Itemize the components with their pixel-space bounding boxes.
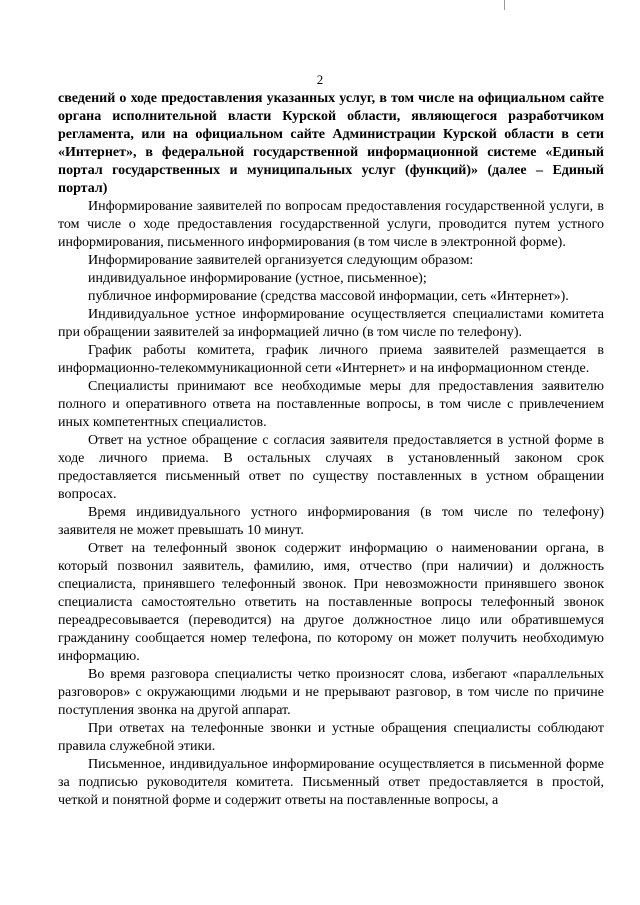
- paragraph: индивидуальное информирование (устное, письменное);: [88, 271, 427, 286]
- paragraph: Информирование заявителей организуется следующим образом:: [88, 253, 474, 268]
- paragraph: Время индивидуального устного информирования (в том числе по телефону) заявителя не может превышать 10 минут.: [58, 505, 604, 538]
- paragraph: Письменное, индивидуальное информирование осуществляется в письменной форме за подписью руководителя комитета. Письменный ответ предоставляется в простой, четкой и понятной форме и содержит ответы на поставленные вопросы, а: [58, 757, 604, 808]
- page-number: 2: [316, 72, 324, 87]
- paragraph: Ответ на телефонный звонок содержит информацию о наименовании органа, в который позвонил заявитель, фамилию, имя, отчество (при наличии) и должность специалиста, принявшего телефонный звонок. При невозможности принявшего звонок специалиста самостоятельно ответить на поставленные вопросы телефонный звонок переадресовывается (переводится) на другое должностное лицо или обратившемуся гражданину сообщается номер телефона, по которому он может получить необходимую информацию.: [58, 541, 604, 664]
- paragraph: сведений о ходе предоставления указанных услуг, в том числе на официальном сайте органа исполнительной власти Курской области, являющегося разработчиком регламента, или на официальном сайте Администрации Курской области в сети «Интернет», в федеральной государственной информационной системе «Единый портал государственных и муниципальных услуг (функций)» (далее – Единый портал): [58, 91, 604, 196]
- paragraph: Информирование заявителей по вопросам предоставления государственной услуги, в том числе о ходе предоставления государственной услуги, проводится путем устного информирования, письменного информирования (в том числе в электронной форме).: [58, 199, 604, 250]
- paragraph: При ответах на телефонные звонки и устные обращения специалисты соблюдают правила служебной этики.: [58, 721, 604, 754]
- paragraph: Во время разговора специалисты четко произносят слова, избегают «параллельных разговоров» с окружающими людьми и не прерывают разговор, в том числе по причине поступления звонка на другой аппарат.: [58, 667, 604, 718]
- paragraph: Индивидуальное устное информирование осуществляется специалистами комитета при обращении заявителей за информацией лично (в том числе по телефону).: [58, 307, 604, 340]
- paragraph: График работы комитета, график личного приема заявителей размещается в информационно-телекоммуникационной сети «Интернет» и на информационном стенде.: [58, 343, 604, 376]
- paragraph: Ответ на устное обращение с согласия заявителя предоставляется в устной форме в ходе личного приема. В остальных случаях в установленный законом срок предоставляется письменный ответ по существу поставленных в устном обращении вопросах.: [58, 433, 604, 502]
- document-body: [58, 90, 604, 810]
- paragraph: Специалисты принимают все необходимые меры для предоставления заявителю полного и оперативного ответа на поставленные вопросы, в том числе с привлечением иных компетентных специалистов.: [58, 379, 604, 430]
- paragraph: публичное информирование (средства массовой информации, сеть «Интернет»).: [88, 289, 569, 304]
- scan-edge-line: [504, 0, 505, 10]
